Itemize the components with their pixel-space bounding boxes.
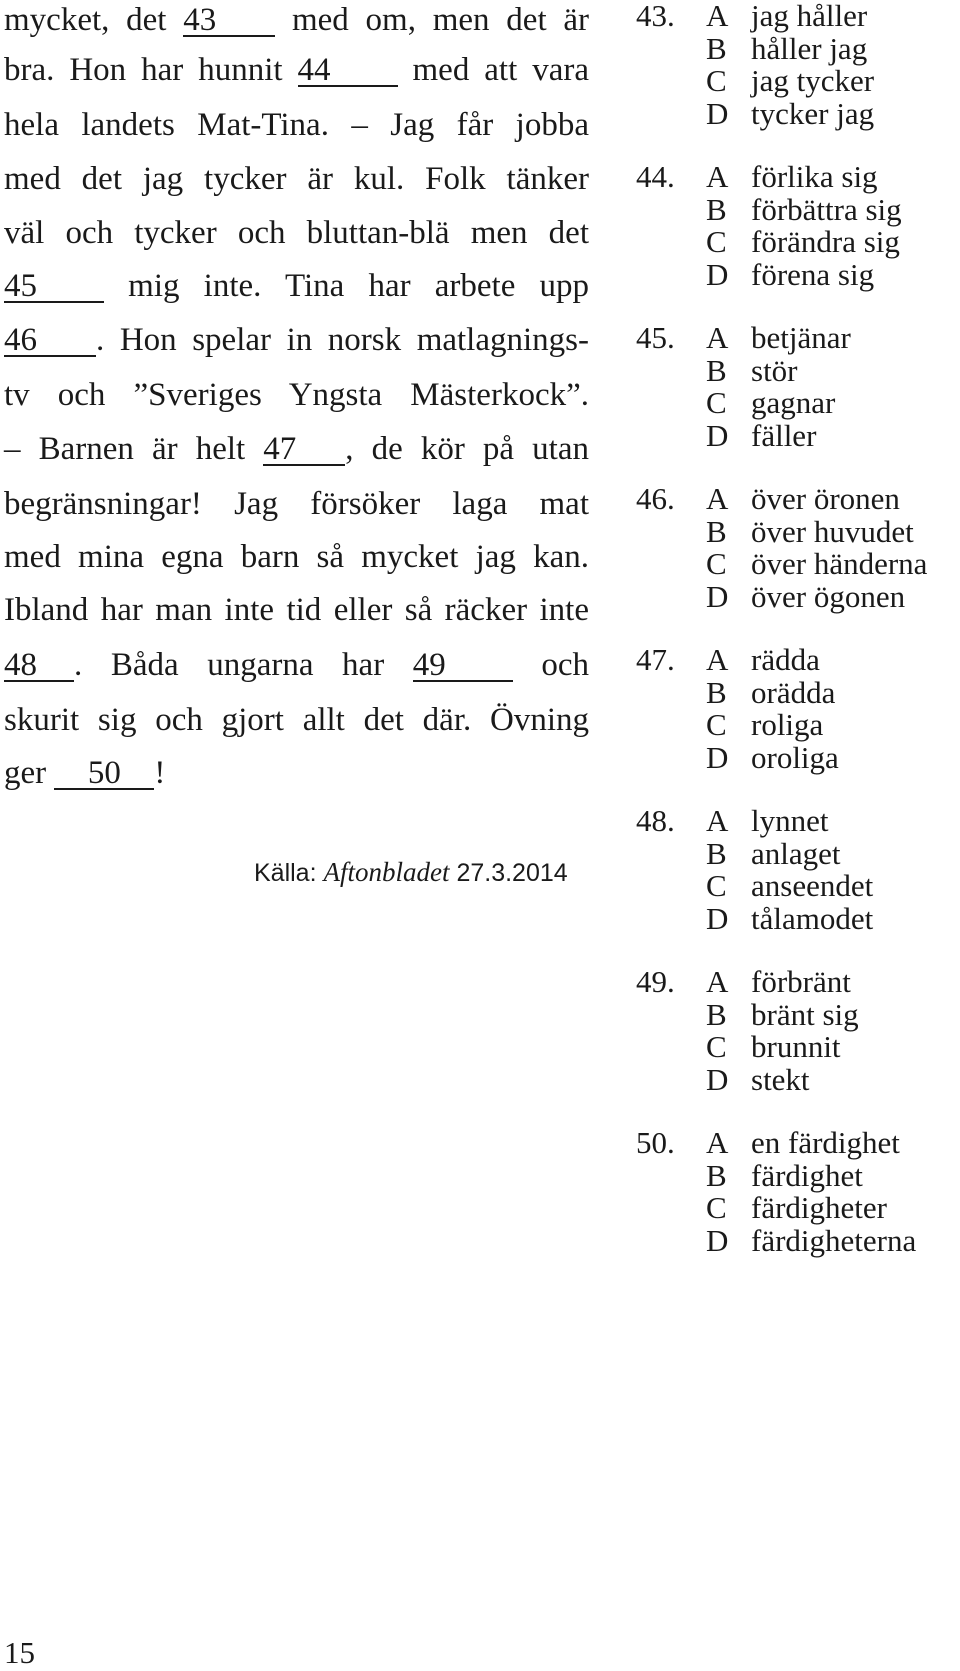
gap-49: 49 [413, 650, 513, 682]
passage-text: bra. Hon har hunnit [4, 52, 283, 88]
source-citation [254, 857, 568, 888]
question-number: 50. [636, 1125, 675, 1160]
option [636, 65, 956, 98]
source-publication: Aftonbladet [323, 857, 450, 887]
option-text: över händerna [751, 546, 928, 581]
source-date: 27.3.2014 [456, 859, 568, 887]
question-number: 43. [636, 0, 675, 33]
source-label: Källa: [254, 859, 317, 887]
option-letter: B [706, 30, 727, 66]
passage-text: med att vara [412, 52, 590, 88]
option-text: förändra sig [751, 224, 900, 259]
question-49 [636, 966, 956, 1096]
option [636, 966, 956, 999]
option [636, 548, 956, 581]
option [636, 1157, 956, 1193]
option-text: tålamodet [751, 900, 874, 936]
option-text: över ögonen [751, 578, 906, 614]
option-letter: B [706, 1157, 727, 1193]
option-letter: C [706, 868, 727, 903]
gap-47: 47 [263, 434, 345, 466]
option-text: jag håller [751, 0, 868, 33]
option [636, 256, 956, 292]
option-letter: A [706, 481, 729, 516]
option-letter: C [706, 1190, 727, 1225]
option-letter: C [706, 385, 727, 420]
option [636, 417, 956, 453]
option-letter: B [706, 352, 727, 388]
option-letter: A [706, 159, 729, 194]
passage-text: . Båda ungarna har [74, 647, 385, 683]
option-letter: D [706, 578, 729, 614]
option-text: brunnit [751, 1029, 841, 1064]
passage-line [4, 50, 589, 90]
option-text: betjänar [751, 320, 851, 355]
option-text: fäller [751, 417, 817, 453]
option-letter: A [706, 320, 729, 355]
option-text: stör [751, 352, 798, 388]
passage-line [4, 429, 589, 469]
option-letter: D [706, 1222, 729, 1258]
question-number: 47. [636, 642, 675, 677]
option [636, 1222, 956, 1258]
option [636, 644, 956, 677]
passage-line: med det jag tycker är kul. Folk tänker [4, 161, 589, 197]
option [636, 1031, 956, 1064]
option-text: färdigheterna [751, 1222, 917, 1258]
question-43 [636, 0, 956, 130]
passage-line: begränsningar! Jag försöker laga mat [4, 486, 589, 522]
option-letter: C [706, 1029, 727, 1064]
option [636, 483, 956, 516]
option-letter: A [706, 1125, 729, 1160]
option-text: roliga [751, 707, 824, 742]
option-letter: A [706, 964, 729, 999]
option-letter: D [706, 1061, 729, 1097]
question-47 [636, 644, 956, 774]
option-text: lynnet [751, 803, 829, 838]
option-text: en färdighet [751, 1125, 900, 1160]
question-number: 45. [636, 320, 675, 355]
passage-line: tv och ”Sveriges Yngsta Mästerkock”. [4, 377, 589, 413]
question-number: 46. [636, 481, 675, 516]
option [636, 30, 956, 66]
option-letter: A [706, 0, 729, 33]
option-letter: A [706, 642, 729, 677]
option-text: förbättra sig [751, 191, 902, 227]
option [636, 739, 956, 775]
option [636, 578, 956, 614]
option-text: förbränt [751, 964, 851, 999]
passage-text: – Barnen är helt [4, 431, 246, 467]
option-text: håller jag [751, 30, 868, 66]
option-letter: B [706, 191, 727, 227]
option-text: gagnar [751, 385, 836, 420]
option [636, 1192, 956, 1225]
gap-48: 48 [4, 650, 74, 682]
option [636, 870, 956, 903]
option [636, 1127, 956, 1160]
gap-43: 43 [183, 5, 275, 37]
option [636, 513, 956, 549]
passage-line: med mina egna barn så mycket jag kan. [4, 539, 589, 575]
option [636, 996, 956, 1032]
passage-line [4, 320, 589, 360]
passage-line [4, 0, 589, 40]
option [636, 835, 956, 871]
question-45 [636, 322, 956, 452]
question-48 [636, 805, 956, 935]
option-letter: C [706, 546, 727, 581]
option-text: bränt sig [751, 996, 859, 1032]
passage-text: ger [4, 755, 47, 791]
passage-line: väl och tycker och bluttan-blä men det [4, 215, 589, 251]
option-text: färdigheter [751, 1190, 887, 1225]
option-letter: D [706, 739, 729, 775]
option [636, 900, 956, 936]
option-letter: C [706, 63, 727, 98]
option-text: förena sig [751, 256, 875, 292]
gap-45: 45 [4, 271, 104, 303]
passage-line [4, 266, 589, 306]
question-50 [636, 1127, 956, 1257]
passage-line: hela landets Mat-Tina. – Jag får jobba [4, 107, 589, 143]
option [636, 95, 956, 131]
option [636, 322, 956, 355]
option [636, 1061, 956, 1097]
page-number: 15 [4, 1635, 35, 1670]
passage-line [4, 753, 589, 793]
passage-line: Ibland har man inte tid eller så räcker inte [4, 592, 589, 628]
gap-50: 50 [54, 758, 154, 790]
passage-text: . Hon spelar in norsk matlagnings- [96, 322, 589, 358]
option-letter: B [706, 513, 727, 549]
question-number: 49. [636, 964, 675, 999]
question-number: 44. [636, 159, 675, 194]
option-text: rädda [751, 642, 820, 677]
question-number: 48. [636, 803, 675, 838]
passage-line: skurit sig och gjort allt det där. Övning [4, 702, 589, 738]
option-text: oroliga [751, 739, 839, 775]
option-text: orädda [751, 674, 836, 710]
passage-text: ! [154, 755, 166, 791]
option-text: över öronen [751, 481, 900, 516]
passage-text: med om, men det är [291, 2, 590, 38]
question-46 [636, 483, 956, 613]
option [636, 352, 956, 388]
option [636, 387, 956, 420]
option-text: tycker jag [751, 95, 875, 131]
passage-text: mycket, det [4, 2, 167, 38]
option-letter: D [706, 95, 729, 131]
option-letter: B [706, 996, 727, 1032]
passage-text: och [541, 647, 590, 683]
option-letter: D [706, 256, 729, 292]
option-text: jag tycker [751, 63, 875, 98]
option-letter: B [706, 835, 727, 871]
option-text: över huvudet [751, 513, 914, 549]
option [636, 0, 956, 33]
option-text: förlika sig [751, 159, 878, 194]
option-text: anseendet [751, 868, 874, 903]
option-letter: D [706, 900, 729, 936]
option [636, 674, 956, 710]
question-44 [636, 161, 956, 291]
option-letter: D [706, 417, 729, 453]
gap-44: 44 [298, 55, 398, 87]
passage-line [4, 645, 589, 685]
option [636, 805, 956, 838]
option-letter: B [706, 674, 727, 710]
option-letter: C [706, 224, 727, 259]
gap-46: 46 [4, 325, 96, 357]
option-letter: C [706, 707, 727, 742]
option [636, 191, 956, 227]
passage-text: mig inte. Tina har arbete upp [128, 268, 590, 304]
option [636, 161, 956, 194]
passage-text: , de kör på utan [345, 431, 589, 467]
option-text: anlaget [751, 835, 841, 871]
option-text: stekt [751, 1061, 810, 1097]
option [636, 709, 956, 742]
option-letter: A [706, 803, 729, 838]
option-text: färdighet [751, 1157, 863, 1193]
option [636, 226, 956, 259]
